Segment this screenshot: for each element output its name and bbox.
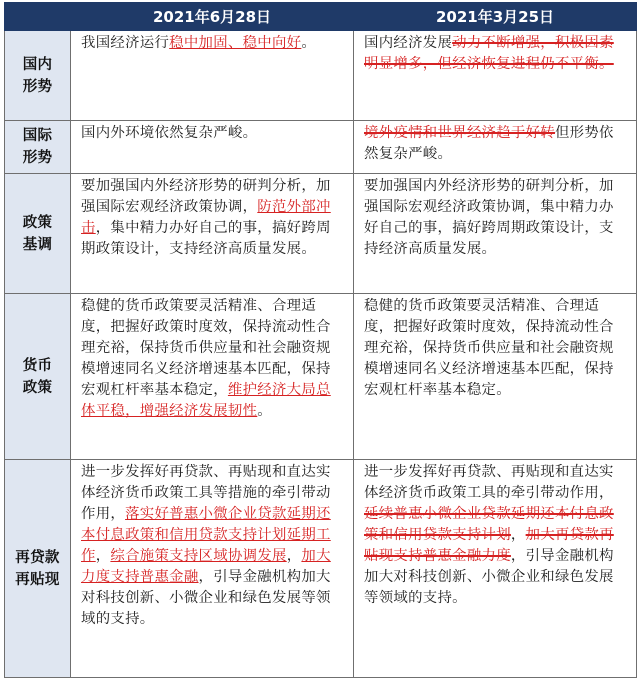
highlighted-text: 加大力度支持普惠金融 [81,548,331,585]
header-corner [5,3,71,31]
header-date-left: 2021年6月28日 [71,3,354,31]
text-segment: 国内外环境依然复杂严峻。 [81,125,258,141]
text-segment: 国内经济发展 [364,35,453,51]
text-segment: 稳健的货币政策要灵活精准、合理适度，把握好政策时度效，保持流动性合理充裕，保持货币供应量和社会融资规模增速同名义经济增速基本匹配，保持宏观杠杆率基本稳定， [81,298,331,398]
header-row [5,3,637,31]
cell-left [71,121,354,174]
text-segment: ，引导金融机构加大对科技创新、小微企业和绿色发展等领域的支持。 [364,548,614,606]
text-segment: ，引导金融机构加大对科技创新、小微企业和绿色发展等领域的支持。 [81,569,331,627]
table-row [5,460,637,678]
row-label: 再贷款 再贴现 [5,460,71,678]
cell-right [354,294,637,460]
deleted-text: 动力不断增强，积极因素明显增多，但经济恢复进程仍不平衡。 [364,35,614,72]
text-segment: 。 [257,403,272,419]
deleted-text: 延续普惠小微企业贷款延期还本付息政策和信用贷款支持计划 [364,506,614,543]
text-segment: ， [95,548,111,564]
text-segment: 进一步发挥好再贷款、再贴现和直达实体经济货币政策工具等措施的牵引带动作用， [81,464,331,522]
comparison-table [4,2,637,678]
text-segment: 。 [301,35,317,51]
row-label: 货币 政策 [5,294,71,460]
cell-right [354,460,637,678]
text-segment: 但形势依然复杂严峻。 [364,125,614,162]
table-row [5,121,637,174]
cell-left [71,174,354,294]
row-label: 国内 形势 [5,31,71,121]
highlighted-text: 综合施策支持区域协调发展 [110,548,287,564]
text-segment: ， [286,548,302,564]
cell-left [71,460,354,678]
table-row [5,294,637,460]
highlighted-text: 稳中加固、稳中向好 [169,35,302,51]
cell-left [71,294,354,460]
text-segment: 要加强国内外经济形势的研判分析，加强国际宏观经济政策协调，集中精力办好自己的事，搞好跨周期政策设计，支持经济高质量发展。 [364,178,614,257]
header-date-right: 2021年3月25日 [354,3,637,31]
cell-right [354,121,637,174]
table-body [5,31,637,678]
table-row [5,174,637,294]
text-segment: ， [510,527,526,543]
row-label: 国际 形势 [5,121,71,174]
highlighted-text: 维护经济大局总体平稳，增强经济发展韧性 [81,382,331,419]
deleted-text: 境外疫情和世界经济趋于好转 [364,125,555,141]
cell-right [354,31,637,121]
text-segment: 进一步发挥好再贷款、再贴现和直达实体经济货币政策工具的牵引带动作用， [364,464,614,501]
highlighted-text: 落实好普惠小微企业贷款延期还本付息政策和信用贷款支持计划延期工作 [81,506,331,564]
cell-right [354,174,637,294]
text-segment: 要加强国内外经济形势的研判分析，加强国际宏观经济政策协调， [81,178,331,215]
text-segment: ，集中精力办好自己的事，搞好跨周期政策设计，支持经济高质量发展。 [81,220,331,257]
highlighted-text: 防范外部冲击 [81,199,331,236]
text-segment: 我国经济运行 [81,35,170,51]
text-segment: 稳健的货币政策要灵活精准、合理适度，把握好政策时度效，保持流动性合理充裕，保持货币供应量和社会融资规模增速同名义经济增速基本匹配，保持宏观杠杆率基本稳定。 [364,298,614,398]
row-label: 政策 基调 [5,174,71,294]
table-row [5,31,637,121]
deleted-text: 加大再贷款再贴现支持普惠金融力度 [364,527,614,564]
cell-left [71,31,354,121]
